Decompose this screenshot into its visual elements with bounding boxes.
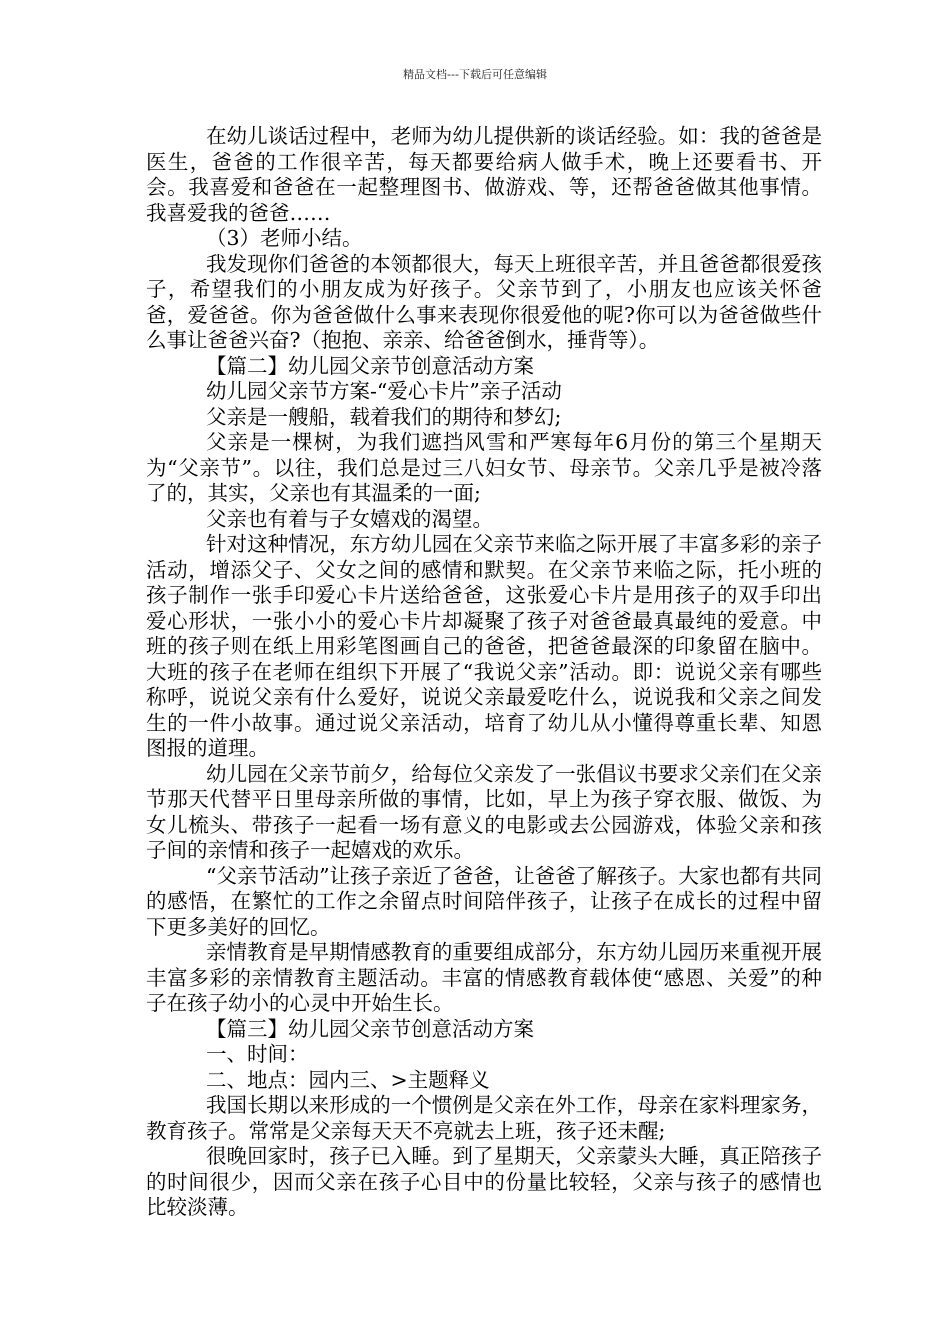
- paragraph: 父亲是一棵树，为我们遮挡风雪和严寒每年6月份的第三个星期天为“父亲节”。以往，我们总是过三八妇女节、母亲节。父亲几乎是被冷落了的，其实，父亲也有其温柔的一面;: [146, 430, 822, 505]
- page-header: 精品文档---下载后可任意编辑: [403, 68, 547, 81]
- paragraph: 父亲是一艘船，载着我们的期待和梦幻;: [206, 404, 562, 429]
- section-heading: 【篇三】幼儿园父亲节创意活动方案: [206, 1016, 534, 1041]
- paragraph: （3）老师小结。: [206, 226, 363, 250]
- paragraph: 幼儿园父亲节方案-“爱心卡片”亲子活动: [206, 379, 562, 403]
- paragraph: 一、时间：: [206, 1042, 309, 1066]
- paragraph: 二、地点：园内三、>主题释义: [206, 1067, 490, 1092]
- paragraph: 我国长期以来形成的一个惯例是父亲在外工作，母亲在家料理家务，教育孩子。常常是父亲每天天不亮就去上班，孩子还未醒;: [146, 1093, 822, 1143]
- paragraph: 幼儿园在父亲节前夕，给每位父亲发了一张倡议书要求父亲们在父亲节那天代替平日里母亲所做的事情，比如，早上为孩子穿衣服、做饭、为女儿梳头、带孩子一起看一场有意义的电影或去公园游戏，体验父亲和孩子间的亲情和孩子一起嬉戏的欢乐。: [146, 761, 822, 862]
- paragraph: 父亲也有着与子女嬉戏的渴望。: [206, 506, 493, 531]
- paragraph: 很晚回家时，孩子已入睡。到了星期天，父亲蒙头大睡，真正陪孩子的时间很少，因而父亲在孩子心目中的份量比较轻，父亲与孩子的感情也比较淡薄。: [146, 1144, 822, 1219]
- paragraph: 针对这种情况，东方幼儿园在父亲节来临之际开展了丰富多彩的亲子活动，增添父子、父女之间的感情和默契。在父亲节来临之际，托小班的孩子制作一张手印爱心卡片送给爸爸，这张爱心卡片是用孩子的双手印出爱心形状，一张小小的爱心卡片却凝聚了孩子对爸爸最真最纯的爱意。中班的孩子则在纸上用彩笔图画自己的爸爸，把爸爸最深的印象留在脑中。大班的孩子在老师在组织下开展了“我说父亲”活动。即：说说父亲有哪些称呼，说说父亲有什么爱好，说说父亲最爱吃什么，说说我和父亲之间发生的一件小故事。通过说父亲活动，培育了幼儿从小懂得尊重长辈、知恩图报的道理。: [146, 532, 822, 760]
- document-body: [146, 124, 822, 1221]
- paragraph: “父亲节活动”让孩子亲近了爸爸，让爸爸了解孩子。大家也都有共同的感悟，在繁忙的工作之余留点时间陪伴孩子，让孩子在成长的过程中留下更多美好的回忆。: [146, 863, 822, 939]
- section-heading: 【篇二】幼儿园父亲节创意活动方案: [206, 353, 534, 378]
- paragraph: 在幼儿谈话过程中，老师为幼儿提供新的谈话经验。如：我的爸爸是医生，爸爸的工作很辛苦，每天都要给病人做手术，晚上还要看书、开会。我喜爱和爸爸在一起整理图书、做游戏、等，还帮爸爸做其他事情。我喜爱我的爸爸……: [146, 124, 822, 225]
- paragraph: 我发现你们爸爸的本领都很大，每天上班很辛苦，并且爸爸都很爱孩子，希望我们的小朋友成为好孩子。父亲节到了，小朋友也应该关怀爸爸，爱爸爸。你为爸爸做什么事来表现你很爱他的呢?你可以为爸爸做些什么事让爸爸兴奋?（抱抱、亲亲、给爸爸倒水，捶背等）。: [146, 251, 822, 352]
- paragraph: 亲情教育是早期情感教育的重要组成部分，东方幼儿园历来重视开展丰富多彩的亲情教育主题活动。丰富的情感教育载体使“感恩、关爱”的种子在孩子幼小的心灵中开始生长。: [146, 940, 822, 1015]
